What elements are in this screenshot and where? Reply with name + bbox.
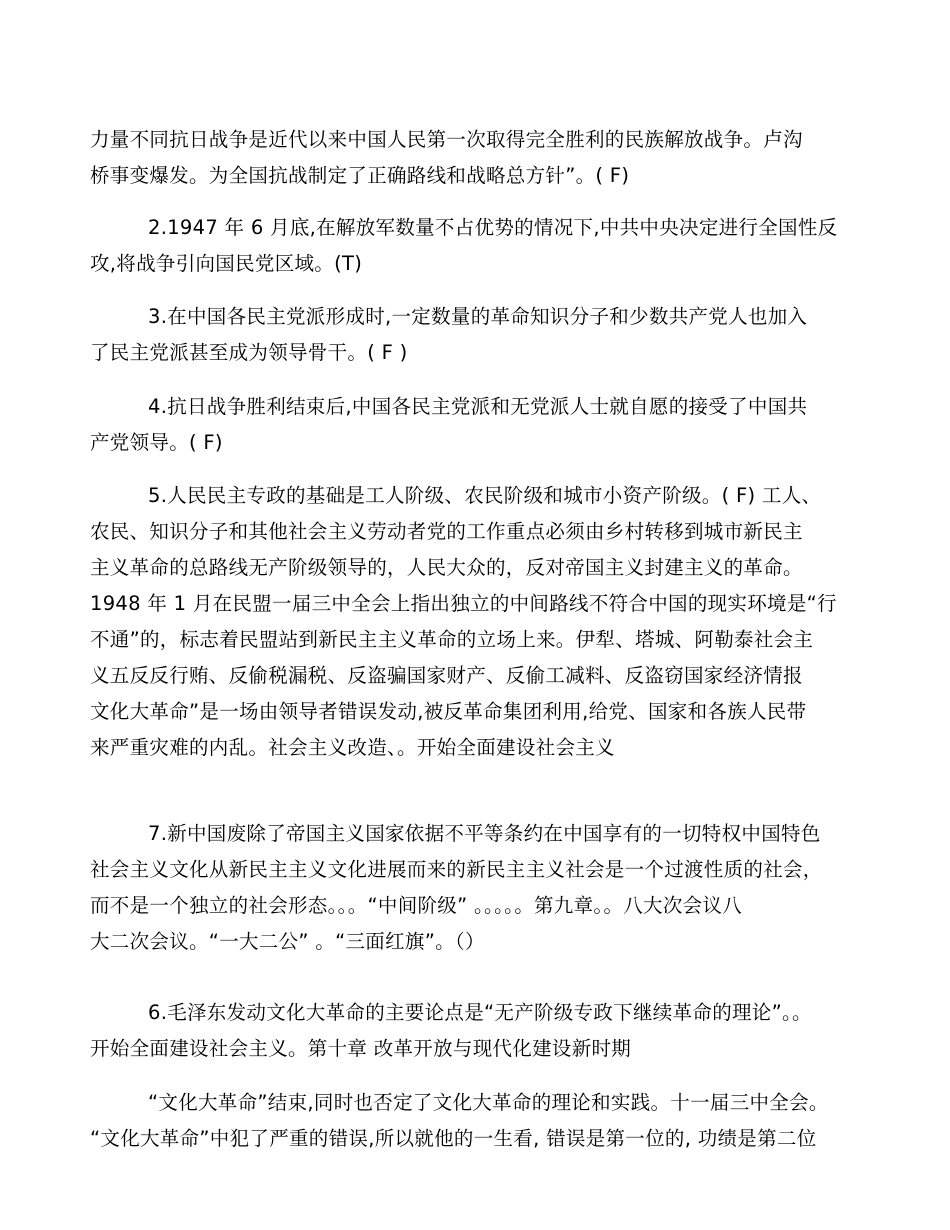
paragraph-4 (90, 389, 870, 461)
text-line: 5.人民民主专政的基础是工人阶级、农民阶级和城市小资产阶级。( F) 工人、 (148, 484, 822, 507)
text-line: 大二次会议。“一大二公” 。“三面红旗”。（） (90, 930, 485, 953)
text-line: 开始全面建设社会主义。第十章 改革开放与现代化建设新时期 (90, 1037, 632, 1060)
paragraph-8 (90, 1085, 870, 1157)
paragraph-1 (90, 122, 870, 194)
text-line: 不通”的，标志着民盟站到新民主主义革命的立场上来。伊犁、塔城、阿勒泰社会主 (90, 628, 814, 651)
text-line: 攻,将战争引向国民党区域。(T) (90, 252, 363, 275)
text-line: 文化大革命”是一场由领导者错误发动,被反革命集团利用,给党、国家和各族人民带 (90, 700, 807, 723)
text-line: 来严重灾难的内乱。社会主义改造、。开始全面建设社会主义 (90, 736, 615, 759)
text-line: 了民主党派甚至成为领导骨干。( F ) (90, 341, 408, 364)
text-line: 4.抗日战争胜利结束后,中国各民主党派和无党派人士就自愿的接受了中国共 (148, 395, 808, 418)
paragraph-5 (90, 478, 870, 766)
text-line: 产党领导。( F) (90, 431, 223, 454)
text-line: 力量不同抗日战争是近代以来中国人民第一次取得完全胜利的民族解放战争。卢沟 (90, 128, 803, 151)
text-line: 义五反反行贿、反偷税漏税、反盗骗国家财产、反偷工减料、反盗窃国家经济情报 (90, 664, 803, 687)
text-line: 7.新中国废除了帝国主义国家依据不平等条约在中国享有的一切特权中国特色 (148, 822, 821, 845)
text-line: 1948 年 1 月在民盟一届三中全会上指出独立的中间路线不符合中国的现实环境是“行 (90, 592, 837, 615)
text-line: “文化大革命”结束,同时也否定了文化大革命的理论和实践。十一届三中全会。 (148, 1091, 829, 1114)
text-line: 主义革命的总路线无产阶级领导的，人民大众的，反对帝国主义封建主义的革命。 (90, 556, 803, 579)
text-line: 社会主义文化从新民主主义文化进展而来的新民主主义社会是一个过渡性质的社会， (90, 858, 823, 881)
paragraph-6 (90, 816, 870, 960)
paragraph-7 (90, 995, 870, 1067)
text-line: “文化大革命”中犯了严重的错误,所以就他的一生看, 错误是第一位的, 功绩是第二位 (90, 1127, 817, 1150)
text-line: 3.在中国各民主党派形成时,一定数量的革命知识分子和少数共产党人也加入 (148, 305, 808, 328)
text-line: 2.1947 年 6 月底,在解放军数量不占优势的情况下,中共中央决定进行全国性反 (148, 216, 838, 239)
paragraph-2 (90, 210, 870, 282)
text-line: 6.毛泽东发动文化大革命的主要论点是“无产阶级专政下继续革命的理论”。。 (148, 1001, 812, 1024)
text-line: 农民、知识分子和其他社会主义劳动者党的工作重点必须由乡村转移到城市新民主 (90, 520, 803, 543)
text-line: 而不是一个独立的社会形态。。。“中间阶级” 。。。。。第九章。。八大次会议八 (90, 894, 743, 917)
text-line: 桥事变爆发。为全国抗战制定了正确路线和战略总方针”。( F) (90, 164, 630, 187)
paragraph-3 (90, 299, 870, 371)
